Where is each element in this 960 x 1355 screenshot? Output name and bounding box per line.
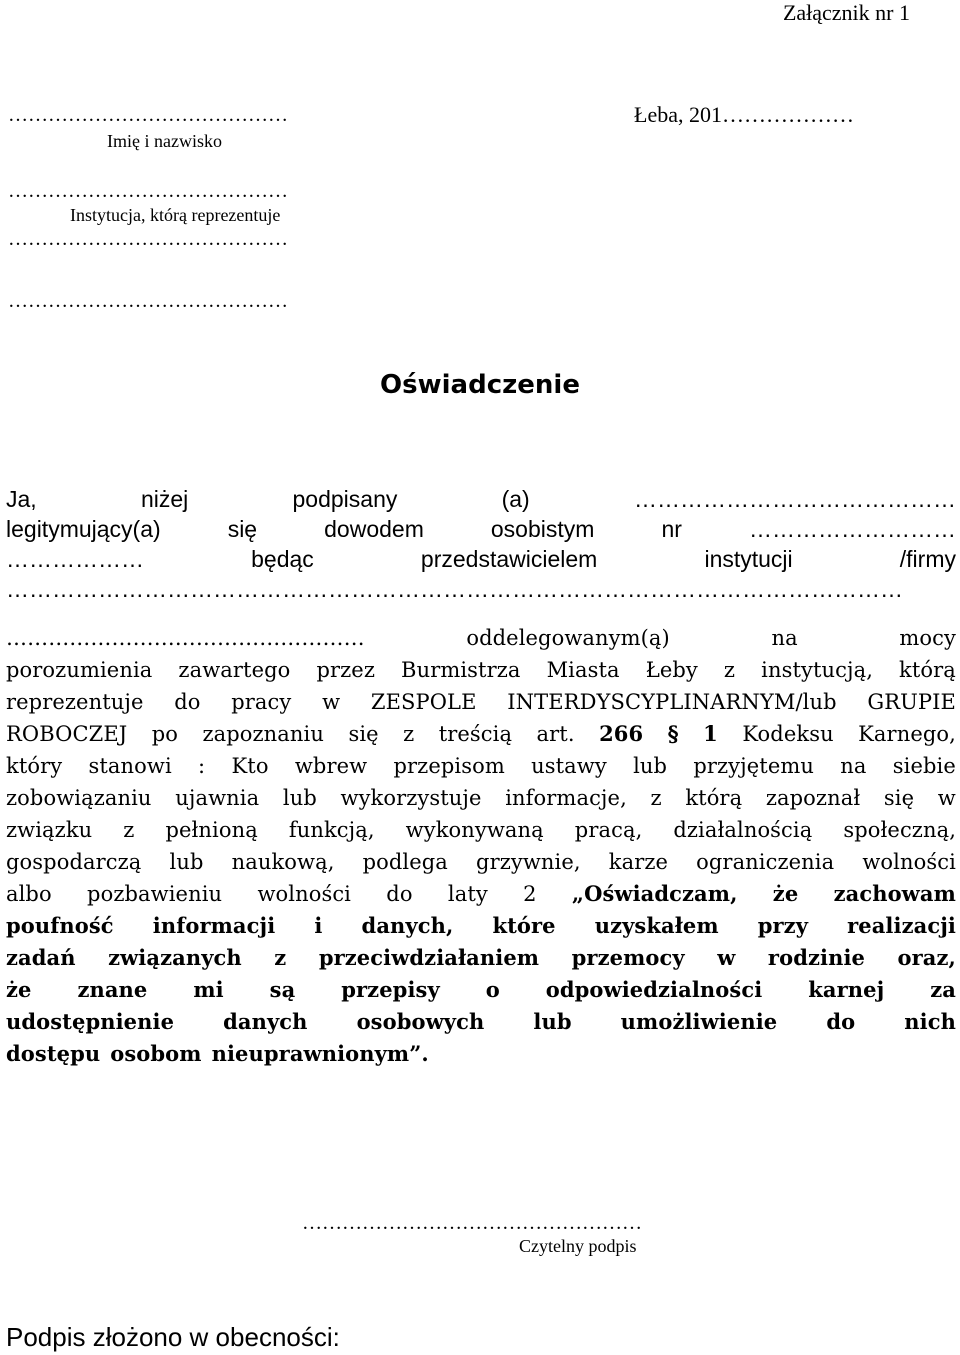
intro-word: ……………… [6,546,144,572]
intro-word: niżej [140,486,189,512]
statement-word: z [723,658,736,682]
statement-word: zobowiązaniu [6,786,152,810]
statement-word-bold: poufność [6,913,114,938]
statement-word-bold: 266 [599,721,644,746]
statement-word: po [151,722,179,746]
statement-word-bold: umożliwienie [620,1009,778,1034]
intro-word: będąc [251,546,314,572]
statement-word-bold: mi [193,977,224,1002]
statement-word: funkcją, [288,818,375,842]
intro-word: …………………………………… [633,486,956,512]
statement-word-bold: rodzinie [767,945,865,970]
statement-word-bold: realizacji [847,913,956,938]
statement-word-bold: przemocy [571,945,685,970]
statement-word: oddelegowanym(ą) [466,626,670,650]
statement-word: do [386,882,413,906]
statement-line [6,750,956,782]
statement-word: Burmistrza [401,658,521,682]
statement-word-bold: uzyskałem [594,913,719,938]
statement-word: porozumienia [6,658,153,682]
statement-word-bold: zadań [6,945,76,970]
statement-word: wbrew [294,754,368,778]
statement-word: karze [608,850,669,874]
statement-word: ustawy [531,754,607,778]
intro-line [6,514,956,544]
statement-word: gospodarczą [6,850,142,874]
statement-word-bold: o [485,977,500,1002]
statement-word: który [6,754,63,778]
statement-line [6,1038,956,1070]
statement-word: do [174,690,201,714]
statement-word: Miasta [546,658,620,682]
statement-word: ograniczenia [696,850,835,874]
extra-field-dots-2: …………………………………… [8,290,288,312]
statement-word: ujawnia [175,786,260,810]
statement-line [6,718,956,750]
extra-field-dots-1: …………………………………… [8,228,288,250]
statement-word: w [937,786,956,810]
statement-word: przez [316,658,375,682]
statement-word-bold: związanych [108,945,242,970]
statement-word-bold: zachowam [833,881,956,906]
intro-word: nr [661,516,682,542]
statement-word: na [840,754,867,778]
statement-word: związku [6,818,93,842]
intro-word: instytucji [704,546,793,572]
statement-word-bold: i [314,913,323,938]
statement-word-bold: osobowych [356,1009,485,1034]
statement-word: się [883,786,915,810]
statement-word: wolności [862,850,956,874]
statement-word: którą [685,786,743,810]
statement-word: zapoznaniu [202,722,324,746]
statement-word: lub [169,850,204,874]
statement-word-bold: oraz, [897,945,956,970]
statement-word: wykonywaną [405,818,544,842]
statement-word: Łeby [645,658,698,682]
statement-word: Kto [231,754,269,778]
intro-paragraph [6,484,956,604]
statement-word-bold: przy [757,913,809,938]
statement-word: stanowi [88,754,172,778]
statement-word-bold: odpowiedzialności [545,977,763,1002]
statement-word: art. [536,722,575,746]
statement-paragraph [6,622,956,1070]
signature-caption: Czytelny podpis [519,1236,637,1256]
statement-word: przepisom [393,754,505,778]
institution-field-dots: …………………………………… [8,180,288,202]
name-caption: Imię i nazwisko [107,131,222,151]
statement-word: treścią [438,722,513,746]
statement-line [6,814,956,846]
statement-line [6,942,956,974]
statement-word-bold: danych, [361,913,454,938]
statement-word: laty [447,882,488,906]
statement-word: z [650,786,662,810]
statement-word: na [771,626,798,650]
statement-word: Kodeksu [742,722,834,746]
statement-word: pracą, [574,818,643,842]
statement-word-bold: nieuprawnionym”. [211,1041,429,1066]
institution-caption: Instytucja, którą reprezentuje [70,205,281,225]
statement-word: siebie [892,754,956,778]
statement-word: grzywnie, [476,850,581,874]
statement-word-bold: w [717,945,736,970]
intro-word: osobistym [490,516,595,542]
statement-word: pełnioną [165,818,258,842]
intro-word: (a) [501,486,530,512]
statement-word-bold: są [269,977,296,1002]
statement-word: albo [6,882,52,906]
statement-word-bold: lub [533,1009,572,1034]
statement-word: zawartego [178,658,291,682]
statement-word: z [403,722,415,746]
statement-line [6,878,956,910]
statement-word-bold: do [826,1009,856,1034]
statement-word: INTERDYSCYPLINARNYM/lub [507,690,837,714]
statement-word: mocy [899,626,956,650]
statement-line [6,910,956,942]
statement-word-bold: nich [904,1009,956,1034]
statement-word-bold: karnej [808,977,885,1002]
statement-word: podlega [362,850,448,874]
statement-word-bold: danych [223,1009,308,1034]
statement-word-bold: które [492,913,556,938]
statement-line [6,1006,956,1038]
statement-word: przyjętemu [693,754,814,778]
statement-word: zapoznał [765,786,861,810]
statement-word: instytucją, [761,658,873,682]
statement-word: działalnością [673,818,813,842]
statement-word-bold: dostępu [6,1041,101,1066]
statement-line [6,686,956,718]
statement-word-bold: informacji [152,913,276,938]
statement-word-bold: 1 [703,721,718,746]
statement-word: wolności [257,882,351,906]
statement-line [6,974,956,1006]
intro-word: ……………………………………………………………………………………………………… [6,576,903,602]
statement-line [6,846,956,878]
statement-line [6,782,956,814]
statement-word: się [348,722,379,746]
statement-line [6,654,956,686]
statement-word: w [322,690,341,714]
intro-word: dowodem [324,516,424,542]
statement-word: naukową, [231,850,335,874]
statement-word: ZESPOLE [370,690,477,714]
place-date-field: Łeba, 201……………… [634,102,854,127]
statement-word: z [123,818,135,842]
annex-label: Załącznik nr 1 [782,0,910,25]
intro-line [6,544,956,574]
statement-word-bold: osobom [110,1041,202,1066]
witness-note: Podpis złożono w obecności: [6,1322,340,1352]
statement-word: GRUPIE [867,690,956,714]
statement-word: Karnego, [858,722,956,746]
name-field-dots: …………………………………… [8,104,288,126]
statement-word-bold: udostępnienie [6,1009,175,1034]
intro-word: /firmy [899,546,956,572]
statement-word: 2 [523,882,537,906]
intro-word: Ja, [6,486,37,512]
statement-word-bold: znane [77,977,148,1002]
signature-dots: …………………………………………… [302,1212,642,1234]
statement-word-bold: przeciwdziałaniem [318,945,540,970]
statement-word-bold: z [274,945,287,970]
statement-word: reprezentuje [6,690,144,714]
statement-word: pozbawieniu [87,882,223,906]
intro-line [6,574,956,604]
statement-word: ROBOCZEJ [6,722,128,746]
intro-word: przedstawicielem [420,546,598,572]
statement-word: wykorzystuje [340,786,482,810]
statement-word: informacje, [505,786,627,810]
intro-word: ……………………… [748,516,956,542]
statement-word: lub [633,754,668,778]
statement-word: którą [899,658,956,682]
statement-word-bold: § [667,721,679,746]
statement-line [6,622,956,654]
statement-word: pracy [231,690,292,714]
statement-word: …………………………………………… [6,626,365,650]
intro-word: się [227,516,258,542]
statement-word-bold: że [772,881,799,906]
statement-word-bold: za [930,977,956,1002]
intro-line [6,484,956,514]
intro-word: podpisany [292,486,398,512]
statement-word: : [198,754,206,778]
statement-word-bold: że [6,977,32,1002]
statement-word: lub [282,786,317,810]
intro-word: legitymujący(a) [6,516,161,542]
statement-word-bold: przepisy [341,977,440,1002]
statement-word-bold: „Oświadczam, [571,881,738,906]
statement-word: społeczną, [843,818,956,842]
document-title: Oświadczenie [380,370,580,400]
